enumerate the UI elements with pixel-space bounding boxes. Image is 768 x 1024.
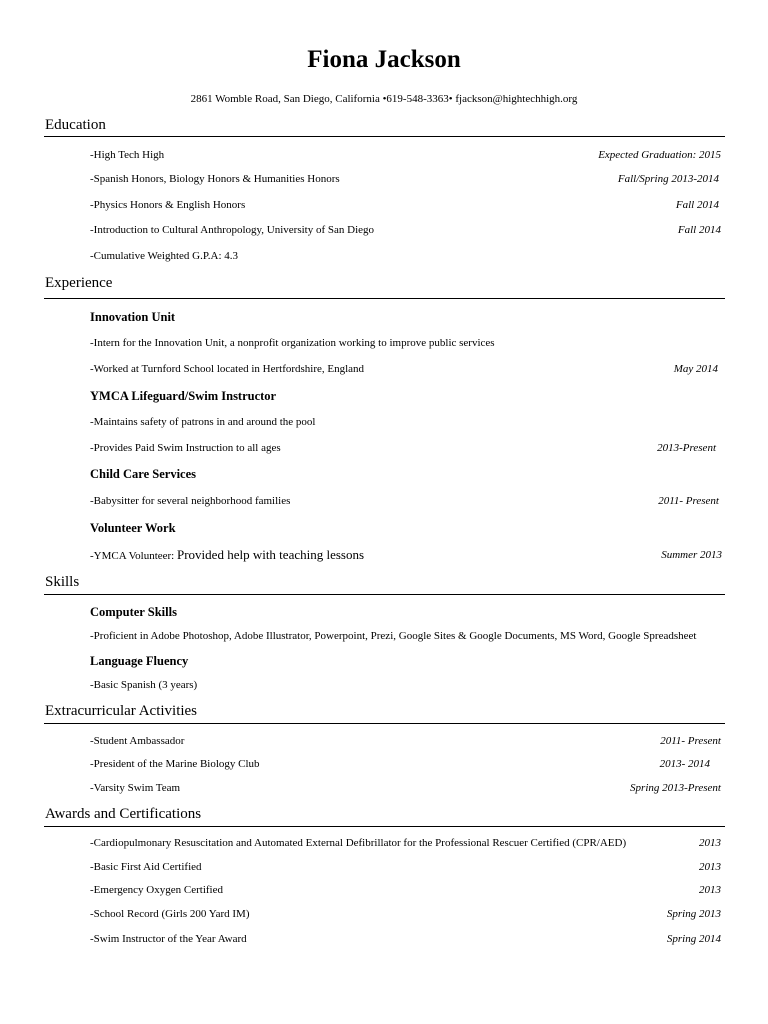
computer-skills-title: Computer Skills [90,605,177,619]
language-fluency-title: Language Fluency [90,654,189,668]
awards-date: Spring 2014 [666,933,721,945]
awards-rule [44,826,725,827]
extracurricular-item: -Varsity Swim Team [90,782,181,794]
skills-item: -Proficient in Adobe Photoshop, Adobe Illustrator, Powerpoint, Prezi, Google Sites & Google Documents, MS Word, Google Spreadsheet [90,630,697,642]
contact-line: 2861 Womble Road, San Diego, California •619-548-3363• fjackson@hightechhigh.org [190,93,578,105]
education-item: -Cumulative Weighted G.P.A: 4.3 [90,250,239,262]
awards-date: 2013 [699,837,721,849]
skills-item: -Basic Spanish (3 years) [90,679,198,691]
innovation-unit-title: Innovation Unit [90,310,176,324]
experience-item: -Intern for the Innovation Unit, a nonprofit organization working to improve public services [90,337,495,349]
resume-name: Fiona Jackson [307,46,461,73]
experience-heading: Experience [45,275,113,291]
volunteer-prefix: -YMCA Volunteer: [90,550,177,562]
awards-date: 2013 [699,884,721,896]
volunteer-work-title: Volunteer Work [90,521,176,535]
awards-item: -Cardiopulmonary Resuscitation and Automated External Defibrillator for the Professional Rescuer Certified (CPR/AED) [90,837,627,849]
experience-date: Summer 2013 [661,549,722,561]
education-rule [44,136,725,137]
education-item: -Spanish Honors, Biology Honors & Humanities Honors [90,173,340,185]
volunteer-text: Provided help with teaching lessons [177,547,365,562]
education-date: Fall 2014 [675,199,719,211]
child-care-title: Child Care Services [90,467,197,481]
education-item: -Introduction to Cultural Anthropology, University of San Diego [90,224,375,236]
skills-rule [44,594,725,595]
extracurricular-heading: Extracurricular Activities [45,703,198,719]
volunteer-item [90,547,364,563]
awards-date: Spring 2013 [666,908,721,920]
experience-date: 2011- Present [658,495,719,507]
awards-item: -Basic First Aid Certified [90,861,202,873]
education-date: Fall 2014 [677,224,721,236]
awards-heading: Awards and Certifications [45,806,202,822]
extracurricular-date: Spring 2013-Present [630,782,721,794]
experience-item: -Worked at Turnford School located in Hertfordshire, England [90,363,365,375]
extracurricular-item: -Student Ambassador [90,735,185,747]
education-date: Fall/Spring 2013-2014 [617,173,719,185]
experience-item: -Maintains safety of patrons in and around the pool [90,416,316,428]
awards-item: -Emergency Oxygen Certified [90,884,223,896]
extracurricular-date: 2013- 2014 [659,758,710,770]
education-date: Expected Graduation: 2015 [598,149,721,161]
education-heading: Education [45,117,106,133]
education-item: -Physics Honors & English Honors [90,199,246,211]
extracurricular-date: 2011- Present [660,735,721,747]
experience-rule [44,298,725,299]
experience-date: 2013-Present [657,442,716,454]
education-item: -High Tech High [90,149,165,161]
extracurricular-item: -President of the Marine Biology Club [90,758,260,770]
extracurricular-rule [44,723,725,724]
experience-item: -Provides Paid Swim Instruction to all ages [90,442,281,454]
skills-heading: Skills [45,574,80,590]
awards-date: 2013 [699,861,721,873]
experience-item: -Babysitter for several neighborhood families [90,495,291,507]
awards-item: -Swim Instructor of the Year Award [90,933,247,945]
awards-item: -School Record (Girls 200 Yard IM) [90,908,250,920]
ymca-lifeguard-title: YMCA Lifeguard/Swim Instructor [90,389,277,403]
experience-date: May 2014 [673,363,718,375]
